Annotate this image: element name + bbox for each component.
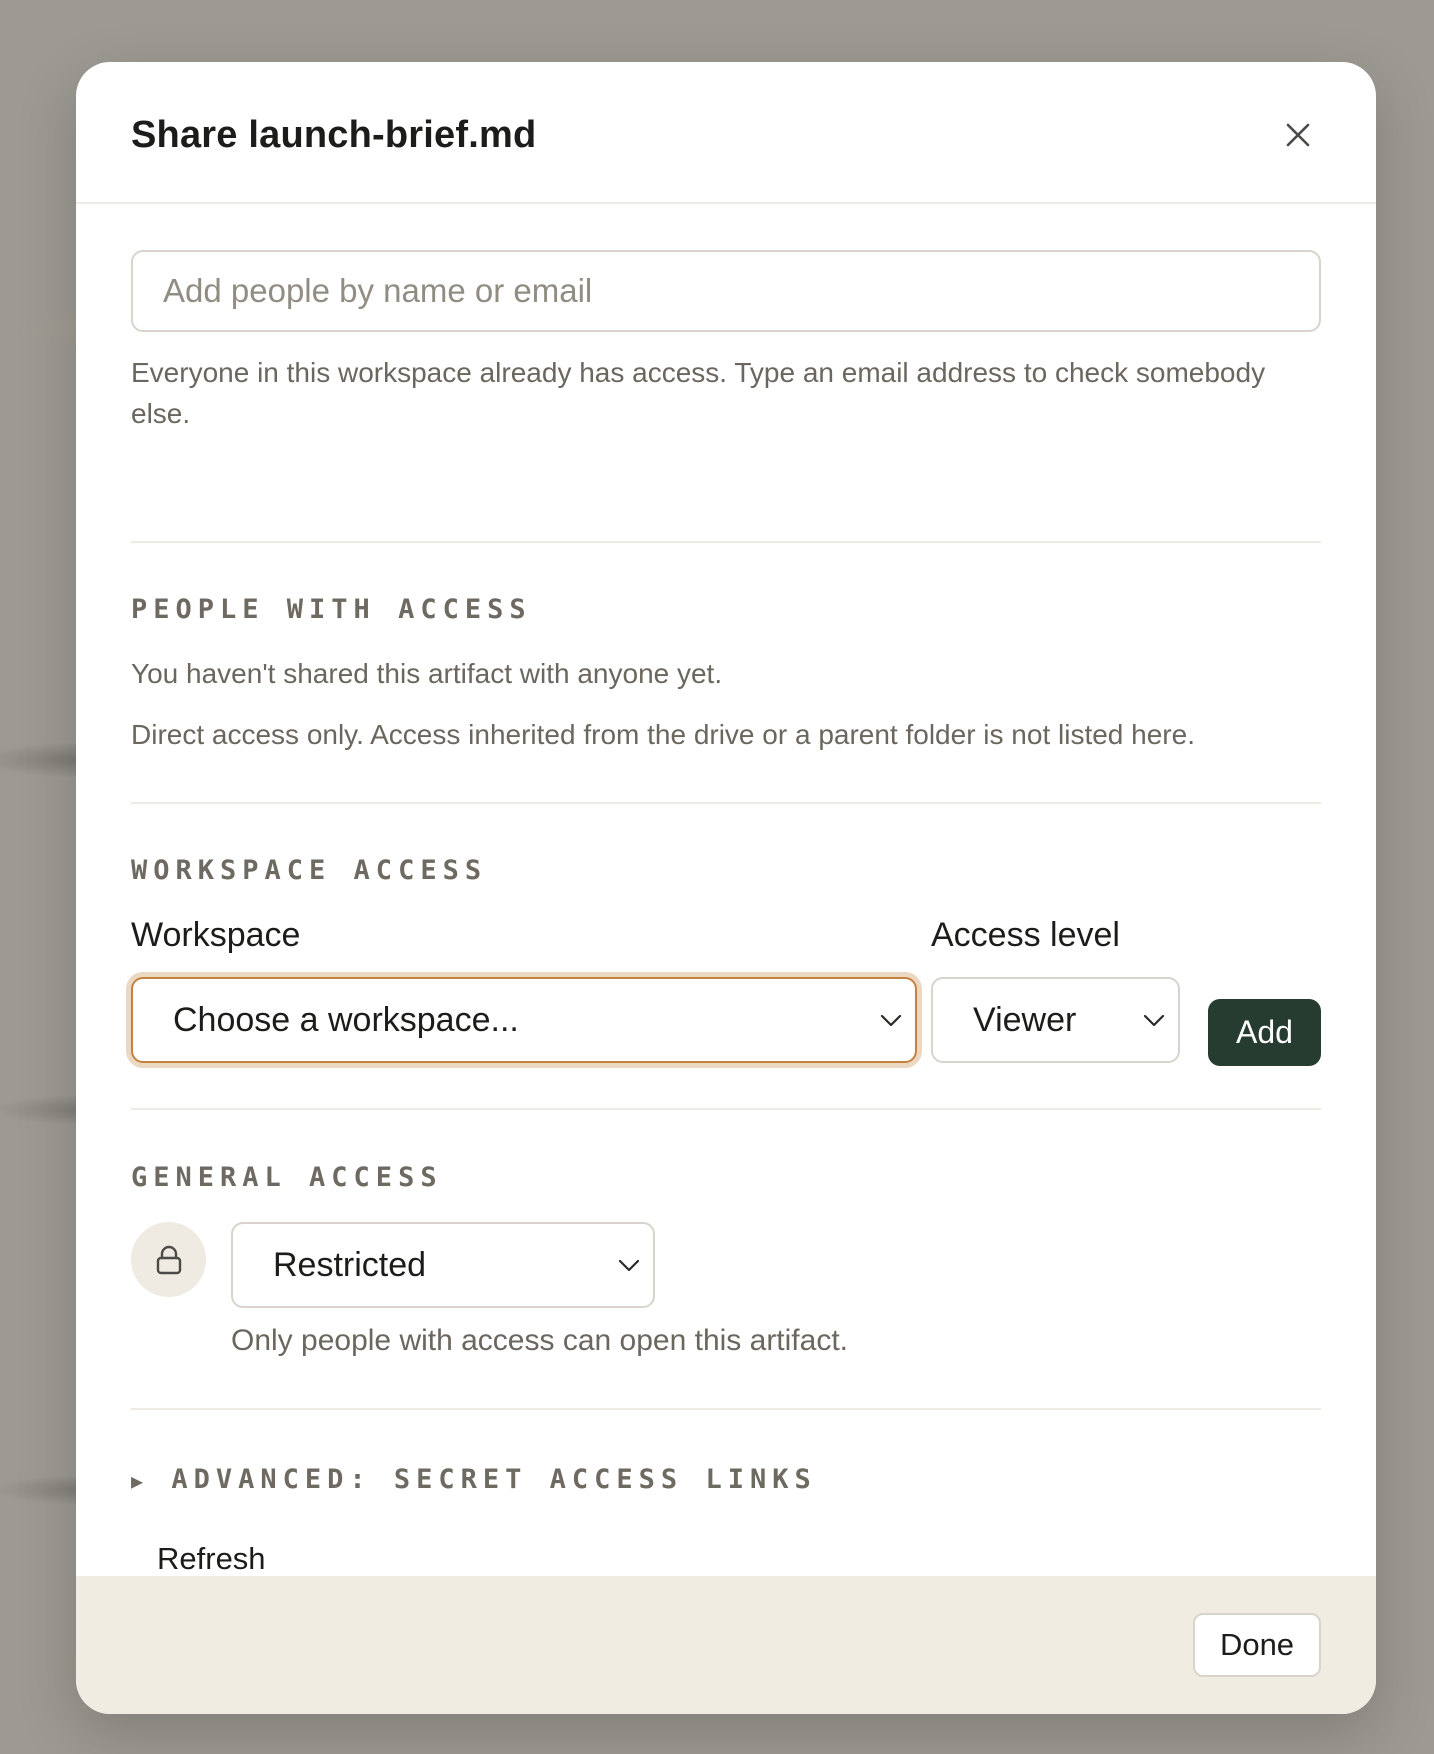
disclosure-triangle-icon: ▶ — [131, 1469, 144, 1493]
refresh-button[interactable]: Refresh — [151, 1537, 272, 1581]
dialog-title: Share launch-brief.md — [131, 114, 537, 156]
chevron-down-icon — [617, 1255, 641, 1275]
divider — [131, 802, 1321, 804]
general-access-select[interactable] — [231, 1222, 655, 1308]
dialog-header — [76, 62, 1376, 204]
lock-badge — [131, 1222, 206, 1297]
share-dialog — [76, 62, 1376, 1714]
dialog-footer — [76, 1576, 1376, 1714]
close-button[interactable] — [1280, 117, 1316, 153]
divider — [131, 1408, 1321, 1410]
access-level-select[interactable] — [931, 977, 1180, 1063]
access-level-label: Access level — [931, 916, 1120, 954]
add-workspace-button[interactable]: Add — [1208, 999, 1321, 1066]
divider — [131, 541, 1321, 543]
add-people-input[interactable] — [131, 250, 1321, 332]
close-icon — [1280, 117, 1316, 153]
advanced-toggle[interactable] — [131, 1464, 817, 1495]
access-level-select-value: Viewer — [973, 1000, 1077, 1039]
general-access-heading: GENERAL ACCESS — [131, 1162, 443, 1193]
general-access-description: Only people with access can open this artifact. — [231, 1324, 848, 1357]
general-access-select-value: Restricted — [273, 1245, 427, 1284]
workspace-select[interactable] — [131, 977, 917, 1063]
add-people-hint: Everyone in this workspace already has access. Type an email address to check somebody else. — [131, 357, 1266, 429]
people-with-access-heading: PEOPLE WITH ACCESS — [131, 594, 532, 625]
chevron-down-icon — [1142, 1010, 1166, 1030]
workspace-label: Workspace — [131, 916, 301, 954]
direct-access-note: Direct access only. Access inherited from the drive or a parent folder is not listed here. — [131, 719, 1195, 750]
divider — [131, 1108, 1321, 1110]
workspace-select-value: Choose a workspace... — [173, 1000, 519, 1039]
lock-icon — [152, 1243, 186, 1277]
advanced-heading: ADVANCED: SECRET ACCESS LINKS — [171, 1464, 817, 1495]
people-empty-text: You haven't shared this artifact with anyone yet. — [131, 658, 723, 689]
workspace-access-heading: WORKSPACE ACCESS — [131, 855, 488, 886]
done-button[interactable]: Done — [1193, 1613, 1321, 1677]
chevron-down-icon — [879, 1010, 903, 1030]
